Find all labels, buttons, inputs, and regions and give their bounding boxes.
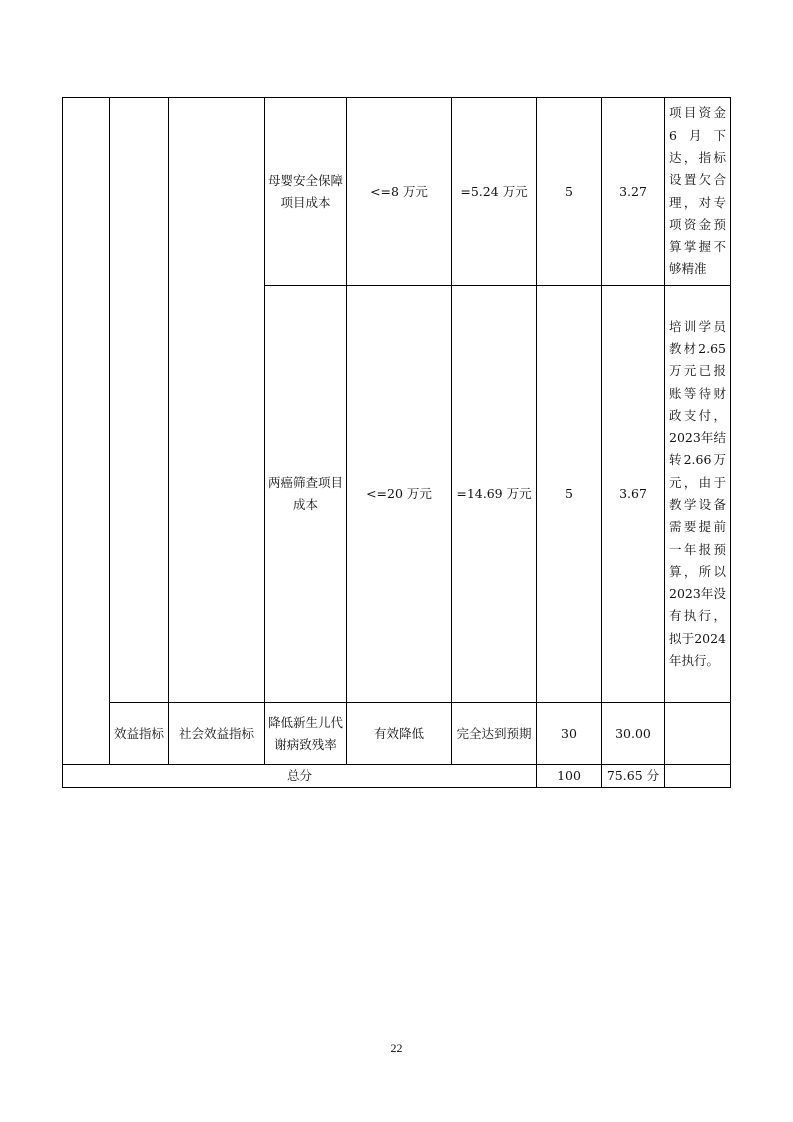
note-cell: 项目资金6月下达，指标设置欠合理，对专项资金预算掌握不够精准 <box>665 98 731 286</box>
indicator-cell: 母婴安全保障项目成本 <box>265 98 347 286</box>
level2-cell: 效益指标 <box>110 703 169 765</box>
score-cell: 3.27 <box>602 98 665 286</box>
total-weight: 100 <box>537 765 602 788</box>
actual-cell: 完全达到预期 <box>452 703 537 765</box>
target-cell: <=20 万元 <box>347 286 452 703</box>
actual-cell: =14.69 万元 <box>452 286 537 703</box>
table-row <box>63 703 731 765</box>
target-cell: <=8 万元 <box>347 98 452 286</box>
page-number: 22 <box>390 1041 403 1055</box>
indicator-cell: 两癌筛查项目成本 <box>265 286 347 703</box>
score-cell: 3.67 <box>602 286 665 703</box>
score-cell: 30.00 <box>602 703 665 765</box>
target-cell: 有效降低 <box>347 703 452 765</box>
weight-cell: 5 <box>537 98 602 286</box>
actual-cell: =5.24 万元 <box>452 98 537 286</box>
note-cell: 培训学员教材2.65万元已报账等待财政支付，2023年结转2.66万元，由于教学设备需要提前一年报预算，所以2023年没有执行，拟于2024年执行。 <box>665 286 731 703</box>
total-note <box>665 765 731 788</box>
total-score: 75.65 分 <box>602 765 665 788</box>
performance-table <box>62 97 731 788</box>
total-label: 总分 <box>63 765 537 788</box>
total-row <box>63 765 731 788</box>
level1-cell <box>63 98 110 765</box>
weight-cell: 30 <box>537 703 602 765</box>
note-cell <box>665 703 731 765</box>
level3-cell <box>169 98 265 703</box>
level2-cell <box>110 98 169 703</box>
level3-cell: 社会效益指标 <box>169 703 265 765</box>
table-row <box>63 98 731 286</box>
weight-cell: 5 <box>537 286 602 703</box>
indicator-cell: 降低新生儿代谢病致残率 <box>265 703 347 765</box>
